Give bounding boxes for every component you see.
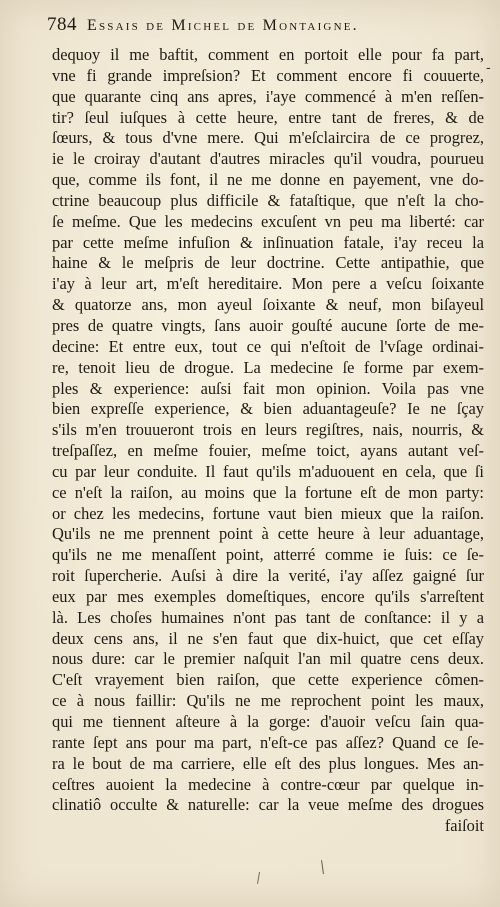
text-line: re, tenoit lieu de drogue. La medecine ſe forme par exem-	[52, 357, 484, 377]
text-line: haine & le meſpris de leur doctrine. Cette antipathie, que	[52, 253, 484, 273]
text-line: rante ſept ans pour ma part, n'eſt-ce pas aſſez? Quand ce ſe-	[52, 732, 484, 752]
text-line: ra le bout de ma carriere, elle eſt des plus longues. Mes an-	[52, 753, 484, 773]
text-line: ples & experience: auſsi fait mon opinion. Voila pas vne	[52, 378, 484, 398]
text-line: Qu'ils ne me prennent point à cette heure à leur aduantage,	[52, 524, 484, 544]
text-line: que quarante cinq ans apres, i'aye commencé à m'en reſſen-	[52, 86, 484, 106]
page-number: 784	[47, 14, 77, 35]
text-line: par cette meſme infuſion & inſinuation fatale, i'ay receu la	[52, 232, 484, 252]
text-line: ctrine beaucoup plus difficile & fataſtique, que n'eſt la cho-	[52, 190, 484, 210]
text-line: eux par mes exemples domeſtiques, encore qu'ils s'arreſtent	[52, 586, 484, 606]
margin-dash-mark: -	[486, 60, 491, 76]
text-line: bien expreſſe experience, & bien aduantageuſe? Ie ne ſçay	[52, 399, 484, 419]
text-line: vne fi grande impreſsion? Et comment encore fi couuerte,	[52, 65, 484, 85]
text-line: ſe meſme. Que les medecins excuſent vn peu ma liberté: car	[52, 211, 484, 231]
running-head	[47, 14, 467, 42]
text-line: C'eſt vrayement bien raiſon, que cette experience cômen-	[52, 670, 484, 690]
paper-mark	[321, 860, 326, 874]
text-line: decine: Et entre eux, tout ce qui n'eſtoit de l'vſage ordinai-	[52, 336, 484, 356]
text-line: s'ils m'en trouueront trois en leurs regiſtres, nais, nourris, &	[52, 420, 484, 440]
text-line: & quatorze ans, mon ayeul ſoixante & neuf, mon biſayeul	[52, 295, 484, 315]
text-line: ie le croiray d'autant d'autres miracles qu'il voudra, pourueu	[52, 149, 484, 169]
text-line: qu'ils ne me menaſſent point, atterré comme ie ſuis: ce ſe-	[52, 545, 484, 565]
text-line: deux cens ans, il ne s'en faut que dix-huict, que cet eſſay	[52, 628, 484, 648]
text-line: que, comme ils font, il ne me donne en payement, vne do-	[52, 170, 484, 190]
text-line: roit ſupercherie. Auſsi à dire la verité, i'ay aſſez gaigné ſur	[52, 566, 484, 586]
text-line: ce à nous faillir: Qu'ils ne me reprochent point les maux,	[52, 691, 484, 711]
text-line: ce n'eſt la raiſon, au moins que la fortune eſt de mon party:	[52, 482, 484, 502]
catchword: faiſoit	[444, 816, 484, 836]
text-line: tir? ſeul iuſques à cette heure, entre tant de freres, & de	[52, 107, 484, 127]
text-line: là. Les choſes humaines n'ont pas tant de conſtance: il y a	[52, 607, 484, 627]
text-line: clinatiô occulte & naturelle: car la veue meſme des drogues	[52, 795, 484, 815]
running-title: Essais de Michel de Montaigne.	[87, 17, 359, 34]
text-line: dequoy il me baftit, comment en portoit elle pour fa part,	[52, 45, 484, 64]
text-line: ſœurs, & tous d'vne mere. Qui m'eſclaircira de ce progrez,	[52, 128, 484, 148]
text-line: or chez les medecins, fortune vaut bien mieux que la raiſon.	[52, 503, 484, 523]
body-text	[52, 45, 484, 837]
text-line: pres de quatre vingts, ſans auoir gouſté aucune ſorte de me-	[52, 315, 484, 335]
paper-mark	[257, 872, 262, 884]
text-line: qui me tiennent aſteure à la gorge: d'auoir veſcu ſain qua-	[52, 712, 484, 731]
text-line: i'ay à leur art, m'eſt hereditaire. Mon pere a veſcu ſoixante	[52, 274, 484, 294]
text-line: ceſtres auoient la medecine à contre-cœur par quelque in-	[52, 774, 484, 794]
text-line: cu par leur conduite. Il faut qu'ils m'aduouent en cela, que ſi	[52, 461, 484, 481]
text-line: treſpaſſez, en meſme fouier, meſme toict, ayans autant veſ-	[52, 441, 484, 461]
text-line: nous dure: car le premier naſquit l'an mil quatre cens deux.	[52, 649, 484, 669]
